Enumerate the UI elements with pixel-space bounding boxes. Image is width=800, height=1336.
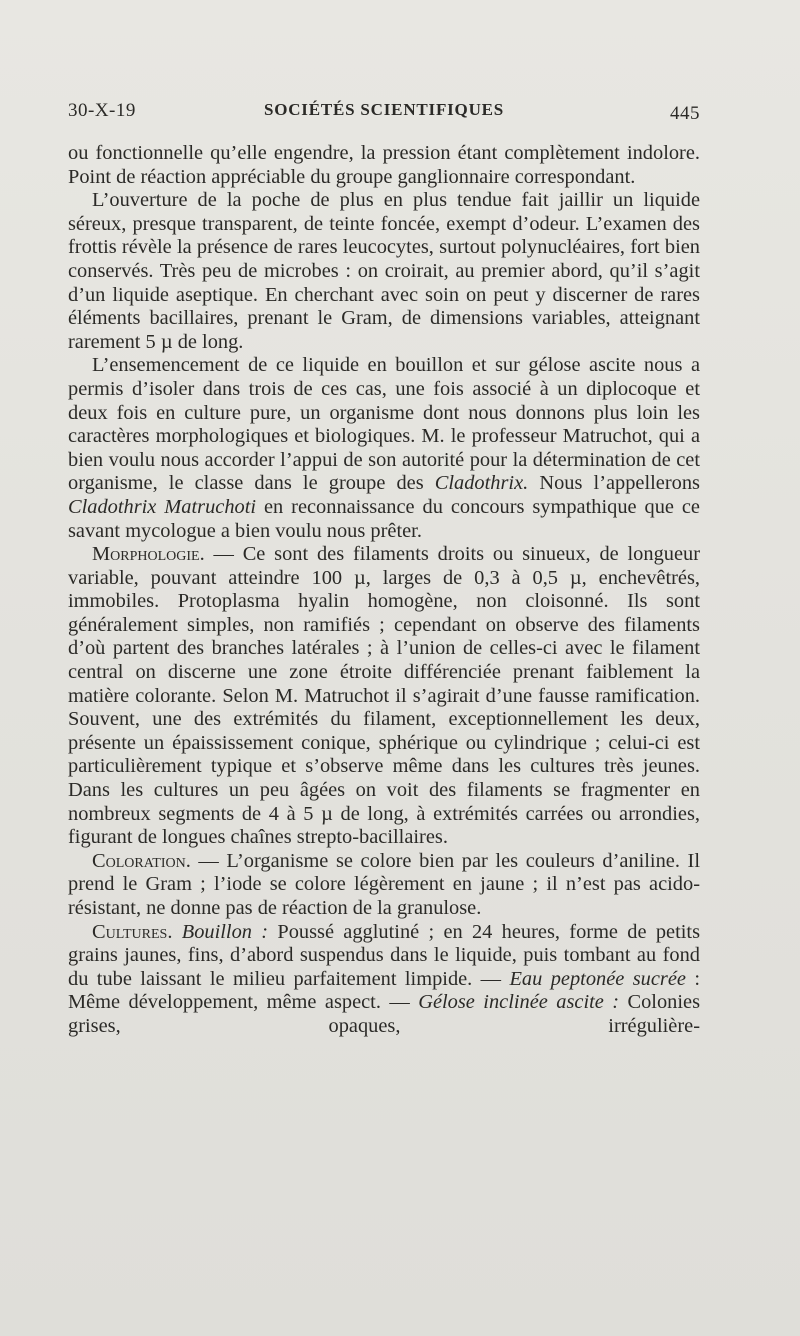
paragraph-3-text-c: en reconnaissance du concours sympathique que ce savant mycologue a bien voulu nous prêter. — [68, 495, 700, 542]
paragraph-3 — [68, 354, 700, 543]
paragraph-coloration-text: — L’organisme se colore bien par les couleurs d’aniline. Il prend le Gram ; l’iode se colore légèrement en jaune ; il n’est pas acido-résistant, ne donne pas de réaction de la granulose. — [68, 849, 700, 919]
paragraph-cultures-text-2: : Même développement, même aspect. — — [68, 967, 701, 1014]
page-number: 445 — [670, 103, 700, 124]
paragraph-3-text-b: Nous l’appellerons — [528, 472, 700, 495]
medium-bouillon: Bouillon : — [181, 920, 269, 943]
species-name: Cladothrix Matruchoti — [68, 495, 257, 518]
section-label-cultures: Cultures. — [92, 920, 173, 943]
medium-gelose: Gélose inclinée ascite : — [418, 991, 620, 1014]
section-label-coloration: Coloration. — [92, 849, 191, 872]
paragraph-morphologie — [68, 543, 700, 850]
paragraph-coloration — [68, 850, 700, 921]
paragraph-cultures — [68, 921, 700, 1039]
paragraph-cultures-text-1: Poussé agglutiné ; en 24 heures, forme de petits grains jaunes, fins, d’abord suspendus dans le liquide, puis tombant au fond du tube laissant le milieu parfaitement limpide. — — [68, 920, 700, 990]
paragraph-morphologie-text: — Ce sont des filaments droits ou sinueux, de longueur variable, pouvant atteindre 100 µ, larges de 0,3 à 0,5 µ, enchevêtrés, immobiles. Protoplasma hyalin homogène, non cloisonné. Ils sont généralement simples, non ramifiés ; cependant on observe des filaments d’où partent des branches latérales ; à l’union de celles-ci avec le filament central on discerne une zone étroite différenciée prenant faiblement la matière colorante. Selon M. Matruchot il s’agirait d’une fausse ramification. Souvent, une des extrémités du filament, exceptionnellement les deux, présente un épaississement conique, sphérique ou cylindrique ; celui-ci est particulièrement typique et s’observe même dans les cultures très jeunes. Dans les cultures un peu âgées on voit des filaments se fragmenter en nombreux segments de 4 à 5 µ de long, à extrémités carrées ou arrondies, figurant de longues chaînes strepto-bacillaires. — [68, 543, 700, 849]
header-title: SOCIÉTÉS SCIENTIFIQUES — [263, 100, 505, 119]
paragraph-3-text-a: L’ensemencement de ce liquide en bouillon et sur gélose ascite nous a permis d’isoler dans trois de ces cas, une fois associé à un diplocoque et deux fois en culture pure, un organisme dont nous donnons plus loin les caractères morphologiques et biologiques. M. le professeur Matruchot, qui a bien voulu nous accorder l’appui de son autorité pour la détermination de cet organisme, le classe dans le groupe des — [68, 354, 700, 495]
paragraph-2: L’ouverture de la poche de plus en plus tendue fait jaillir un liquide séreux, presque transparent, de teinte foncée, exempt d’odeur. L’examen des frottis révèle la présence de rares leucocytes, surtout polynucléaires, fort bien conservés. Très peu de microbes : on croirait, au premier abord, qu’il s’agit d’un liquide aseptique. En cherchant avec soin on peut y discerner de rares éléments bacillaires, prenant le Gram, de dimensions variables, atteignant rarement 5 µ de long. — [68, 189, 700, 353]
paragraph-1: ou fonctionnelle qu’elle engendre, la pression étant complètement indolore. Point de réaction appréciable du groupe ganglionnaire correspondant. — [68, 142, 700, 188]
section-label-morphologie: Morphologie. — [92, 543, 205, 566]
medium-eau-peptonee: Eau peptonée sucrée — [509, 967, 686, 990]
paragraph-cultures-text-3: Colonies grises, opaques, irrégulière- — [68, 991, 701, 1037]
header-date: 30-X-19 — [68, 100, 136, 121]
running-header — [68, 100, 700, 130]
body-text — [68, 142, 700, 1039]
genus-name: Cladothrix. — [434, 472, 529, 495]
